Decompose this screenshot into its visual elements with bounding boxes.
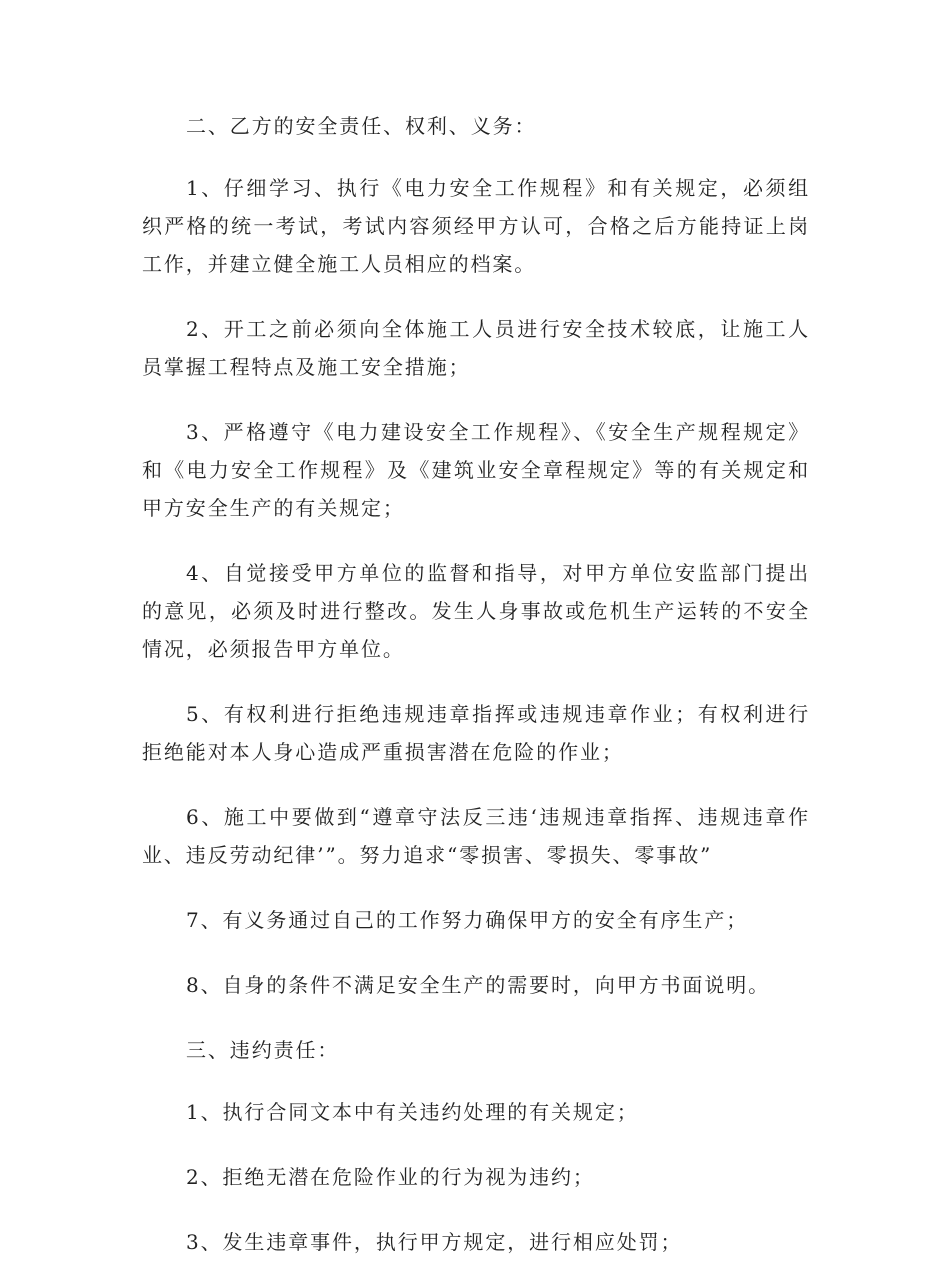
section-heading-breach-liability: 三、违约责任： [186, 1038, 340, 1062]
breach-clause-paragraph-2: 2、拒绝无潜在危险作业的行为视为违约； [186, 1165, 595, 1189]
breach-clause-paragraph-1: 1、执行合同文本中有关违约处理的有关规定； [186, 1100, 639, 1124]
clause-paragraph-5: 5、有权利进行拒绝违规违章指挥或违规违章作业；有权利进行拒绝能对本人身心造成严重损害潜在危险的作业； [142, 702, 810, 764]
clause-paragraph-1: 1、仔细学习、执行《电力安全工作规程》和有关规定，必须组织严格的统一考试，考试内容须经甲方认可，合格之后方能持证上岗工作，并建立健全施工人员相应的档案。 [142, 176, 810, 276]
clause-paragraph-8: 8、自身的条件不满足安全生产的需要时，向甲方书面说明。 [186, 973, 771, 997]
clause-paragraph-7: 7、有义务通过自己的工作努力确保甲方的安全有序生产； [186, 908, 749, 932]
section-heading-party-b-responsibilities: 二、乙方的安全责任、权利、义务： [186, 114, 537, 138]
clause-paragraph-6: 6、施工中要做到“遵章守法反三违‘违规违章指挥、违规违章作业、违反劳动纪律’”。努力追求“零损害、零损失、零事故” [142, 805, 810, 867]
clause-paragraph-4: 4、自觉接受甲方单位的监督和指导，对甲方单位安监部门提出的意见，必须及时进行整改。发生人身事故或危机生产运转的不安全情况，必须报告甲方单位。 [142, 561, 810, 661]
clause-paragraph-3: 3、严格遵守《电力建设安全工作规程》、《安全生产规程规定》和《电力安全工作规程》及《建筑业安全章程规定》等的有关规定和甲方安全生产的有关规定； [142, 420, 810, 520]
clause-paragraph-2: 2、开工之前必须向全体施工人员进行安全技术较底，让施工人员掌握工程特点及施工安全措施； [142, 317, 810, 379]
breach-clause-paragraph-3: 3、发生违章事件，执行甲方规定，进行相应处罚； [186, 1230, 683, 1254]
